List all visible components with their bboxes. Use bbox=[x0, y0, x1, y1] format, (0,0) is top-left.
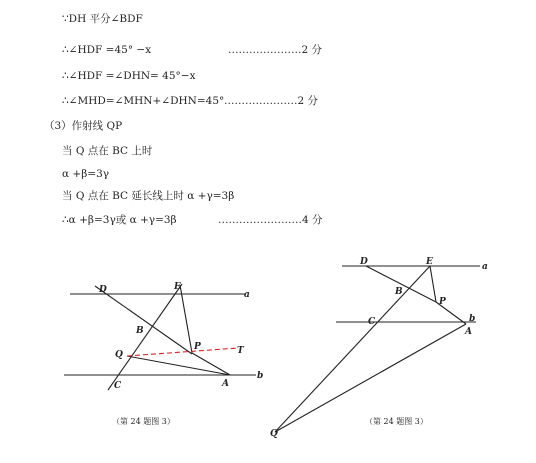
proof-score-1: …………………2 分 bbox=[228, 44, 323, 56]
proof-score-3: ……………………4 分 bbox=[218, 214, 323, 226]
label-b-line-left: b bbox=[257, 371, 264, 381]
label-a-line-right: a bbox=[482, 262, 488, 272]
proof-line-2: ∴∠HDF =45° −x bbox=[62, 44, 152, 56]
label-d-left: D bbox=[99, 285, 107, 295]
proof-conclusion: ∴α +β=3γ或 α +γ=3β bbox=[62, 214, 177, 226]
label-b-left: B bbox=[136, 326, 144, 336]
proof-score-2: …………………2 分 bbox=[224, 95, 319, 107]
proof-case-2: 当 Q 点在 BC 延长线上时 α +γ=3β bbox=[62, 190, 235, 202]
segment-aq-right bbox=[275, 324, 466, 432]
label-a-point-left: A bbox=[222, 379, 229, 389]
label-p-right: P bbox=[439, 297, 446, 307]
segment-ep-right bbox=[430, 266, 436, 302]
proof-line-1: ∵DH 平分∠BDF bbox=[62, 13, 143, 25]
segment-ep-left bbox=[180, 285, 192, 353]
figure-right bbox=[275, 266, 480, 432]
segment-eq-right bbox=[275, 266, 430, 432]
label-c-left: C bbox=[114, 381, 122, 391]
label-e-left: E bbox=[174, 282, 181, 292]
label-c-right: C bbox=[368, 317, 376, 327]
label-b-right: B bbox=[395, 287, 403, 297]
proof-part-3: （3）作射线 QP bbox=[44, 120, 123, 132]
segment-dp-left bbox=[95, 286, 192, 354]
ray-qp-dashed bbox=[127, 348, 238, 356]
label-e-right: E bbox=[426, 257, 433, 267]
label-d-right: D bbox=[360, 257, 368, 267]
caption-right: （第 24 题图 3） bbox=[365, 417, 428, 426]
figure-right-labels bbox=[270, 257, 488, 439]
proof-line-3: ∴∠HDF =∠DHN= 45°−x bbox=[62, 70, 196, 82]
proof-case-1: 当 Q 点在 BC 上时 bbox=[62, 145, 153, 157]
figure-left bbox=[64, 284, 256, 390]
label-t-left: T bbox=[237, 346, 244, 356]
label-a-line-left: a bbox=[244, 290, 250, 300]
label-q-right: Q bbox=[270, 429, 278, 439]
proof-line-4: ∴∠MHD=∠MHN+∠DHN=45° bbox=[62, 95, 225, 107]
label-p-left: P bbox=[194, 342, 201, 352]
figure-left-labels bbox=[98, 282, 263, 426]
caption-left: （第 24 题图 3） bbox=[112, 417, 175, 426]
label-b-line-right: b bbox=[469, 314, 476, 324]
label-a-point-right: A bbox=[465, 327, 472, 337]
segment-ec-left bbox=[108, 284, 182, 390]
proof-case-1-result: α +β=3γ bbox=[62, 168, 110, 180]
label-q-left: Q bbox=[115, 350, 123, 360]
